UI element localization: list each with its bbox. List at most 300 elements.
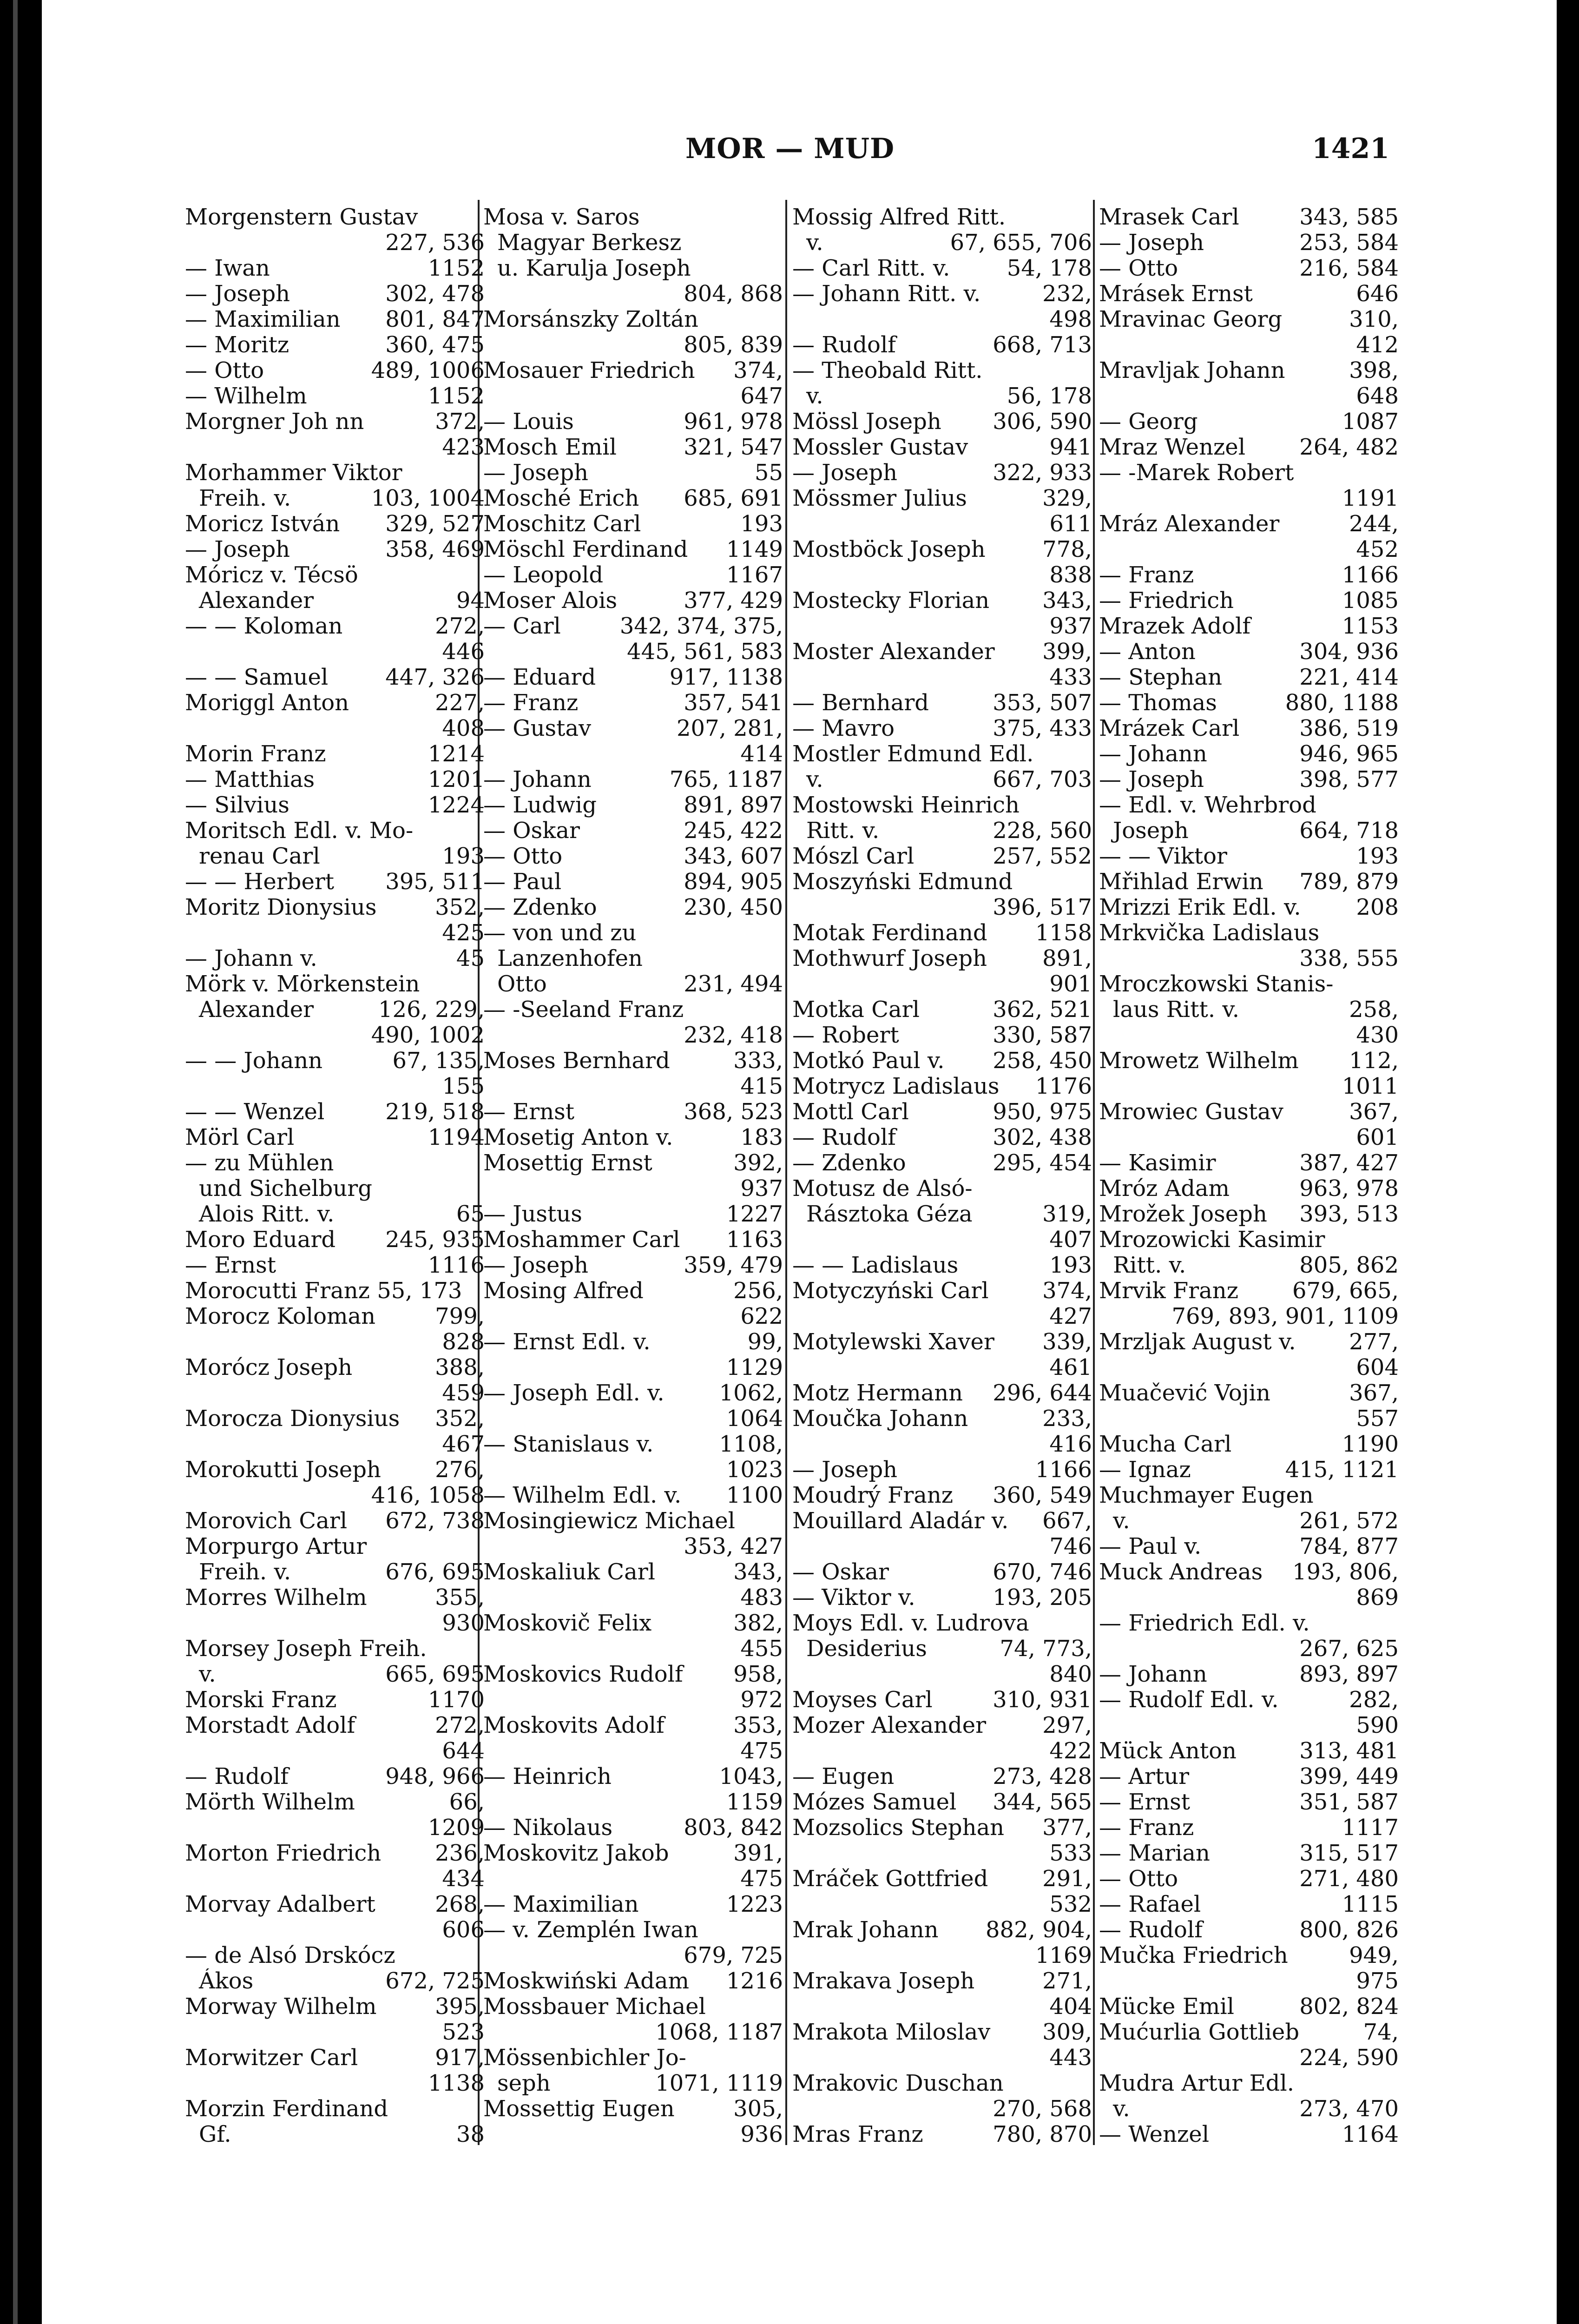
entry-page-refs: 313, 481	[1299, 1738, 1399, 1764]
entry-page-refs: 1071, 1119	[655, 2071, 783, 2096]
index-entry-line	[792, 1023, 1092, 1048]
entry-name: Mostböck Joseph	[792, 537, 986, 562]
entry-name: Mosché Erich	[483, 486, 639, 511]
index-entry-line	[483, 205, 783, 230]
index-entry-line	[483, 818, 783, 844]
entry-name: — Rudolf	[1099, 1917, 1203, 1943]
index-entry-line	[1099, 1508, 1399, 1534]
entry-page-refs: 343, 585	[1299, 205, 1399, 230]
index-entry-line	[483, 332, 783, 358]
index-entry-line	[483, 1150, 783, 1176]
entry-name: — — Samuel	[185, 665, 329, 690]
entry-page-refs: 193, 806,	[1292, 1559, 1399, 1585]
entry-name: Mothwurf Joseph	[792, 946, 987, 971]
index-entry-line	[185, 307, 485, 332]
entry-page-refs: 65	[456, 1202, 485, 1227]
entry-page-refs: 271,	[1042, 1968, 1092, 1994]
index-entry-line	[483, 767, 783, 792]
entry-name: Moricz István	[185, 511, 340, 537]
entry-page-refs: 351, 587	[1299, 1789, 1399, 1815]
index-entry-line	[185, 741, 485, 767]
entry-page-refs: 882, 904,	[985, 1917, 1092, 1943]
entry-page-refs: 869	[1356, 1585, 1399, 1611]
index-entry-line	[185, 486, 485, 511]
entry-page-refs: 1152	[428, 383, 485, 409]
entry-name: Morton Friedrich	[185, 1841, 382, 1866]
entry-name: Mosing Alfred	[483, 1278, 644, 1304]
entry-page-refs: 1194	[428, 1125, 485, 1150]
entry-name: — Ernst Edl. v.	[483, 1329, 651, 1355]
entry-page-refs: 611	[1049, 511, 1092, 537]
running-header: MOR — MUD	[685, 132, 895, 165]
entry-name: — Joseph	[792, 1457, 898, 1483]
entry-page-refs: 216, 584	[1299, 256, 1399, 281]
index-entry-line	[185, 1687, 485, 1713]
index-entry-line	[792, 614, 1092, 639]
index-entry-line	[1099, 281, 1399, 307]
index-entry-line	[792, 435, 1092, 460]
index-entry-line	[185, 2045, 485, 2071]
entry-page-refs: 446	[442, 639, 485, 665]
entry-page-refs: 1085	[1342, 588, 1399, 614]
entry-page-refs: 1108,	[719, 1432, 783, 1457]
index-entry-line	[185, 2122, 485, 2147]
entry-name: — Franz	[1099, 562, 1194, 588]
entry-page-refs: 828	[442, 1329, 485, 1355]
entry-page-refs: 950, 975	[993, 1099, 1092, 1125]
entry-page-refs: 590	[1356, 1713, 1399, 1738]
index-entry-line	[792, 2096, 1092, 2122]
entry-name: Mrakovic Duschan	[792, 2071, 1004, 2096]
index-entry-line	[792, 1483, 1092, 1508]
entry-name: Morski Franz	[185, 1687, 337, 1713]
entry-page-refs: 399,	[1042, 639, 1092, 665]
index-entry-line	[483, 1432, 783, 1457]
entry-name: — Johann v.	[185, 946, 317, 971]
index-entry-line	[483, 1202, 783, 1227]
index-entry-line	[1099, 2071, 1399, 2096]
entry-name: Mrakota Miloslav	[792, 2020, 991, 2045]
index-entry-line	[1099, 1713, 1399, 1738]
entry-name: — Rudolf	[185, 1764, 289, 1789]
entry-page-refs: 672, 725	[385, 1968, 485, 1994]
entry-name: Mrozowicki Kasimir	[1099, 1227, 1325, 1253]
index-entry-line	[185, 1764, 485, 1789]
index-entry-line	[185, 281, 485, 307]
entry-page-refs: 1011	[1342, 1074, 1399, 1099]
entry-name: u. Karulja Joseph	[497, 256, 691, 281]
index-entry-line	[185, 690, 485, 716]
entry-page-refs: 207, 281,	[676, 716, 783, 741]
index-entry-line	[185, 1227, 485, 1253]
index-entry-line	[1099, 486, 1399, 511]
entry-page-refs: 386, 519	[1299, 716, 1399, 741]
entry-page-refs: 54, 178	[1007, 256, 1092, 281]
index-entry-line	[483, 1585, 783, 1611]
entry-name: — Wilhelm	[185, 383, 307, 409]
entry-page-refs: 360, 549	[993, 1483, 1092, 1508]
entry-name: — Leopold	[483, 562, 604, 588]
entry-page-refs: 801, 847	[385, 307, 485, 332]
entry-name: — v. Zemplén Iwan	[483, 1917, 698, 1943]
scan-border-right	[1557, 0, 1579, 2324]
entry-page-refs: 483	[740, 1585, 783, 1611]
entry-page-refs: 295, 454	[993, 1150, 1092, 1176]
entry-page-refs: 388,	[435, 1355, 485, 1380]
index-entry-line	[185, 1943, 485, 1968]
entry-page-refs: 972	[740, 1687, 783, 1713]
entry-name: — — Johann	[185, 1048, 323, 1074]
entry-page-refs: 414	[740, 741, 783, 767]
entry-name: — Johann	[483, 767, 592, 792]
index-entry-line	[1099, 205, 1399, 230]
index-entry-line	[185, 2071, 485, 2096]
entry-page-refs: 244,	[1349, 511, 1399, 537]
entry-page-refs: 183	[740, 1125, 783, 1150]
entry-name: Mráz Alexander	[1099, 511, 1280, 537]
entry-page-refs: 949,	[1349, 1943, 1399, 1968]
index-entry-line	[792, 1994, 1092, 2020]
entry-page-refs: 99,	[747, 1329, 783, 1355]
index-entry-line	[1099, 997, 1399, 1023]
index-entry-line	[1099, 1534, 1399, 1559]
entry-name: — Paul	[483, 869, 562, 895]
entry-name: Moritz Dionysius	[185, 895, 377, 920]
index-entry-line	[792, 307, 1092, 332]
index-entry-line	[1099, 818, 1399, 844]
entry-page-refs: 447, 326	[385, 665, 485, 690]
entry-page-refs: 668, 713	[993, 332, 1092, 358]
entry-page-refs: 1169	[1035, 1943, 1092, 1968]
index-entry-line	[483, 537, 783, 562]
entry-page-refs: 395,	[435, 1994, 485, 2020]
index-entry-line	[483, 562, 783, 588]
entry-name: Alois Ritt. v.	[199, 1202, 335, 1227]
index-entry-line	[1099, 971, 1399, 997]
entry-page-refs: 304, 936	[1299, 639, 1399, 665]
entry-name: Mossettig Eugen	[483, 2096, 675, 2122]
entry-page-refs: 445, 561, 583	[627, 639, 783, 665]
index-entry-line	[1099, 1278, 1399, 1304]
index-entry-line	[792, 1713, 1092, 1738]
index-entry-line	[792, 690, 1092, 716]
index-entry-line	[792, 716, 1092, 741]
entry-name: Morstadt Adolf	[185, 1713, 355, 1738]
index-entry-line	[792, 1253, 1092, 1278]
entry-name: — Carl Ritt. v.	[792, 256, 950, 281]
entry-name: Mózes Samuel	[792, 1789, 957, 1815]
entry-name: Mučka Friedrich	[1099, 1943, 1288, 1968]
index-entry-line	[792, 2122, 1092, 2147]
entry-page-refs: 258,	[1349, 997, 1399, 1023]
entry-name: und Sichelburg	[199, 1176, 372, 1202]
index-entry-line	[185, 920, 485, 946]
index-entry-line	[1099, 1611, 1399, 1636]
entry-page-refs: 256,	[733, 1278, 783, 1304]
entry-page-refs: 604	[1356, 1355, 1399, 1380]
entry-name: Mrowiec Gustav	[1099, 1099, 1283, 1125]
entry-name: Morokutti Joseph	[185, 1457, 381, 1483]
index-entry-line	[792, 1355, 1092, 1380]
index-entry-line	[483, 895, 783, 920]
index-entry-line	[1099, 1023, 1399, 1048]
entry-name: — Bernhard	[792, 690, 929, 716]
entry-page-refs: 746	[1049, 1534, 1092, 1559]
entry-name: — Theobald Ritt.	[792, 358, 983, 383]
entry-name: v.	[806, 767, 823, 792]
entry-page-refs: 112,	[1349, 1048, 1399, 1074]
index-entry-line	[185, 537, 485, 562]
index-entry-line	[483, 1176, 783, 1202]
entry-page-refs: 1209	[428, 1815, 485, 1841]
entry-name: — Rudolf Edl. v.	[1099, 1687, 1279, 1713]
entry-page-refs: 780, 870	[993, 2122, 1092, 2147]
entry-name: — Artur	[1099, 1764, 1190, 1789]
entry-page-refs: 261, 572	[1299, 1508, 1399, 1534]
entry-name: — zu Mühlen	[185, 1150, 334, 1176]
entry-name: — — Ladislaus	[792, 1253, 959, 1278]
entry-page-refs: 679, 725	[684, 1943, 783, 1968]
index-entry-line	[185, 1534, 485, 1559]
index-entry-line	[1099, 1150, 1399, 1176]
index-entry-line	[483, 1355, 783, 1380]
entry-page-refs: 329, 527	[385, 511, 485, 537]
entry-page-refs: 193	[442, 844, 485, 869]
index-entry-line	[185, 1432, 485, 1457]
entry-page-refs: 670, 746	[993, 1559, 1092, 1585]
entry-page-refs: 664, 718	[1299, 818, 1399, 844]
entry-name: — Anton	[1099, 639, 1196, 665]
index-entry-line	[185, 1738, 485, 1764]
entry-name: Motrycz Ladislaus	[792, 1074, 1000, 1099]
entry-page-refs: 412	[1356, 332, 1399, 358]
entry-page-refs: 231, 494	[684, 971, 783, 997]
index-entry-line	[185, 792, 485, 818]
index-entry-line	[185, 230, 485, 256]
index-entry-line	[1099, 614, 1399, 639]
index-entry-line	[483, 1483, 783, 1508]
entry-name: Mosingiewicz Michael	[483, 1508, 735, 1534]
entry-name: Muačević Vojin	[1099, 1380, 1270, 1406]
entry-name: Mućurlia Gottlieb	[1099, 2020, 1300, 2045]
index-entry-line	[1099, 383, 1399, 409]
index-entry-line	[483, 1968, 783, 1994]
entry-page-refs: 941	[1049, 435, 1092, 460]
entry-name: Morres Wilhelm	[185, 1585, 367, 1611]
index-entry-line	[185, 716, 485, 741]
index-entry-line	[1099, 1968, 1399, 1994]
entry-page-refs: 273, 428	[993, 1764, 1092, 1789]
index-entry-line	[185, 639, 485, 665]
entry-page-refs: 74,	[1363, 2020, 1399, 2045]
entry-name: — Heinrich	[483, 1764, 612, 1789]
index-entry-line	[1099, 1227, 1399, 1253]
index-entry-line	[483, 1099, 783, 1125]
entry-name: Mřihlad Erwin	[1099, 869, 1263, 895]
entry-name: — Stanislaus v.	[483, 1432, 654, 1457]
entry-name: — Joseph	[185, 281, 290, 307]
entry-name: Möschl Ferdinand	[483, 537, 688, 562]
index-entry-line	[185, 1150, 485, 1176]
entry-page-refs: 1129	[726, 1355, 783, 1380]
index-entry-line	[483, 230, 783, 256]
index-entry-line	[185, 1841, 485, 1866]
index-entry-line	[483, 1841, 783, 1866]
entry-page-refs: 1158	[1035, 920, 1092, 946]
index-entry-line	[792, 844, 1092, 869]
entry-page-refs: 329,	[1042, 486, 1092, 511]
entry-name: Otto	[497, 971, 547, 997]
entry-name: Mossig Alfred Ritt.	[792, 205, 1006, 230]
index-entry-line	[483, 741, 783, 767]
entry-name: Magyar Berkesz	[497, 230, 682, 256]
entry-page-refs: 1191	[1342, 486, 1399, 511]
entry-name: — Johann	[1099, 1662, 1207, 1687]
index-entry-line	[185, 1125, 485, 1150]
entry-page-refs: 425	[442, 920, 485, 946]
entry-page-refs: 358, 469	[385, 537, 485, 562]
entry-name: Moys Edl. v. Ludrova	[792, 1611, 1029, 1636]
entry-name: — Joseph	[1099, 767, 1204, 792]
entry-page-refs: 937	[1049, 614, 1092, 639]
entry-page-refs: 367,	[1349, 1099, 1399, 1125]
index-entry-line	[1099, 1559, 1399, 1585]
index-entry-line	[483, 511, 783, 537]
entry-name: Morwitzer Carl	[185, 2045, 358, 2071]
entry-name: Mudra Artur Edl.	[1099, 2071, 1294, 2096]
index-entry-line	[185, 1611, 485, 1636]
entry-name: — -Seeland Franz	[483, 997, 684, 1023]
entry-page-refs: 963, 978	[1299, 1176, 1399, 1202]
entry-page-refs: 461	[1049, 1355, 1092, 1380]
entry-page-refs: 306, 590	[993, 409, 1092, 435]
index-entry-line	[483, 1253, 783, 1278]
index-entry-line	[185, 1355, 485, 1380]
index-entry-line	[483, 1380, 783, 1406]
entry-page-refs: 443	[1049, 2045, 1092, 2071]
index-entry-line	[185, 665, 485, 690]
entry-page-refs: 901	[1049, 971, 1092, 997]
entry-page-refs: 267, 625	[1299, 1636, 1399, 1662]
entry-name: Mrásek Ernst	[1099, 281, 1253, 307]
entry-page-refs: 321, 547	[684, 435, 783, 460]
entry-page-refs: 930	[442, 1611, 485, 1636]
index-entry-line	[792, 1304, 1092, 1329]
index-entry-line	[1099, 1253, 1399, 1278]
index-entry-line	[1099, 716, 1399, 741]
index-entry-line	[792, 1329, 1092, 1355]
entry-name: — Joseph Edl. v.	[483, 1380, 664, 1406]
entry-name: — Franz	[483, 690, 579, 716]
entry-page-refs: 344, 565	[993, 1789, 1092, 1815]
entry-name: Moster Alexander	[792, 639, 995, 665]
entry-page-refs: 272,	[435, 1713, 485, 1738]
index-column-2	[483, 205, 783, 2147]
index-entry-line	[792, 1457, 1092, 1483]
entry-name: — Stephan	[1099, 665, 1223, 690]
index-entry-line	[483, 256, 783, 281]
index-entry-line	[483, 665, 783, 690]
entry-page-refs: 343,	[1042, 588, 1092, 614]
index-entry-line	[185, 1253, 485, 1278]
index-entry-line	[483, 2071, 783, 2096]
index-entry-line	[1099, 2020, 1399, 2045]
entry-name: Mottl Carl	[792, 1099, 909, 1125]
index-entry-line	[483, 358, 783, 383]
index-entry-line	[1099, 1432, 1399, 1457]
index-entry-line	[792, 1841, 1092, 1866]
entry-page-refs: 1152	[428, 256, 485, 281]
entry-page-refs: 1116	[428, 1253, 485, 1278]
entry-page-refs: 230, 450	[684, 895, 783, 920]
entry-page-refs: 257, 552	[993, 844, 1092, 869]
entry-page-refs: 56, 178	[1007, 383, 1092, 409]
index-entry-line	[792, 383, 1092, 409]
index-entry-line	[185, 409, 485, 435]
entry-name: — Wenzel	[1099, 2122, 1210, 2147]
index-entry-line	[1099, 1662, 1399, 1687]
entry-page-refs: 433	[1049, 665, 1092, 690]
index-entry-line	[185, 358, 485, 383]
index-entry-line	[1099, 792, 1399, 818]
entry-page-refs: 894, 905	[684, 869, 783, 895]
index-entry-line	[1099, 1994, 1399, 2020]
index-entry-line	[792, 1048, 1092, 1074]
entry-name: Moser Alois	[483, 588, 618, 614]
index-entry-line	[792, 869, 1092, 895]
entry-page-refs: 427	[1049, 1304, 1092, 1329]
entry-name: Ákos	[199, 1968, 254, 1994]
index-entry-line	[185, 1968, 485, 1994]
entry-name: — Eduard	[483, 665, 596, 690]
entry-page-refs: 310, 931	[993, 1687, 1092, 1713]
index-entry-line	[483, 1074, 783, 1099]
entry-name: Joseph	[1113, 818, 1189, 844]
entry-name: Mosa v. Saros	[483, 205, 640, 230]
index-entry-line	[1099, 1380, 1399, 1406]
index-entry-line	[483, 639, 783, 665]
index-entry-line	[483, 792, 783, 818]
entry-name: Moskovič Felix	[483, 1611, 652, 1636]
index-entry-line	[185, 1074, 485, 1099]
entry-page-refs: 245, 935	[385, 1227, 485, 1253]
entry-name: Mosauer Friedrich	[483, 358, 695, 383]
index-entry-line	[1099, 1483, 1399, 1508]
entry-page-refs: 228, 560	[993, 818, 1092, 844]
entry-page-refs: 264, 482	[1299, 435, 1399, 460]
index-entry-line	[185, 588, 485, 614]
index-entry-line	[792, 1764, 1092, 1789]
column-rule-2	[785, 200, 787, 2145]
index-entry-line	[1099, 639, 1399, 665]
entry-page-refs: 1062,	[719, 1380, 783, 1406]
index-entry-line	[483, 1636, 783, 1662]
index-entry-line	[1099, 358, 1399, 383]
entry-page-refs: 799,	[435, 1304, 485, 1329]
entry-name: Morhammer Viktor	[185, 460, 402, 486]
index-entry-line	[792, 409, 1092, 435]
entry-name: — Friedrich	[1099, 588, 1234, 614]
index-entry-line	[792, 818, 1092, 844]
index-entry-line	[483, 869, 783, 895]
entry-name: Moučka Johann	[792, 1406, 968, 1432]
index-entry-line	[185, 1329, 485, 1355]
entry-name: Mras Franz	[792, 2122, 923, 2147]
index-entry-line	[792, 946, 1092, 971]
index-entry-line	[792, 1866, 1092, 1892]
index-entry-line	[792, 1662, 1092, 1687]
entry-page-refs: 227, 536	[385, 230, 485, 256]
